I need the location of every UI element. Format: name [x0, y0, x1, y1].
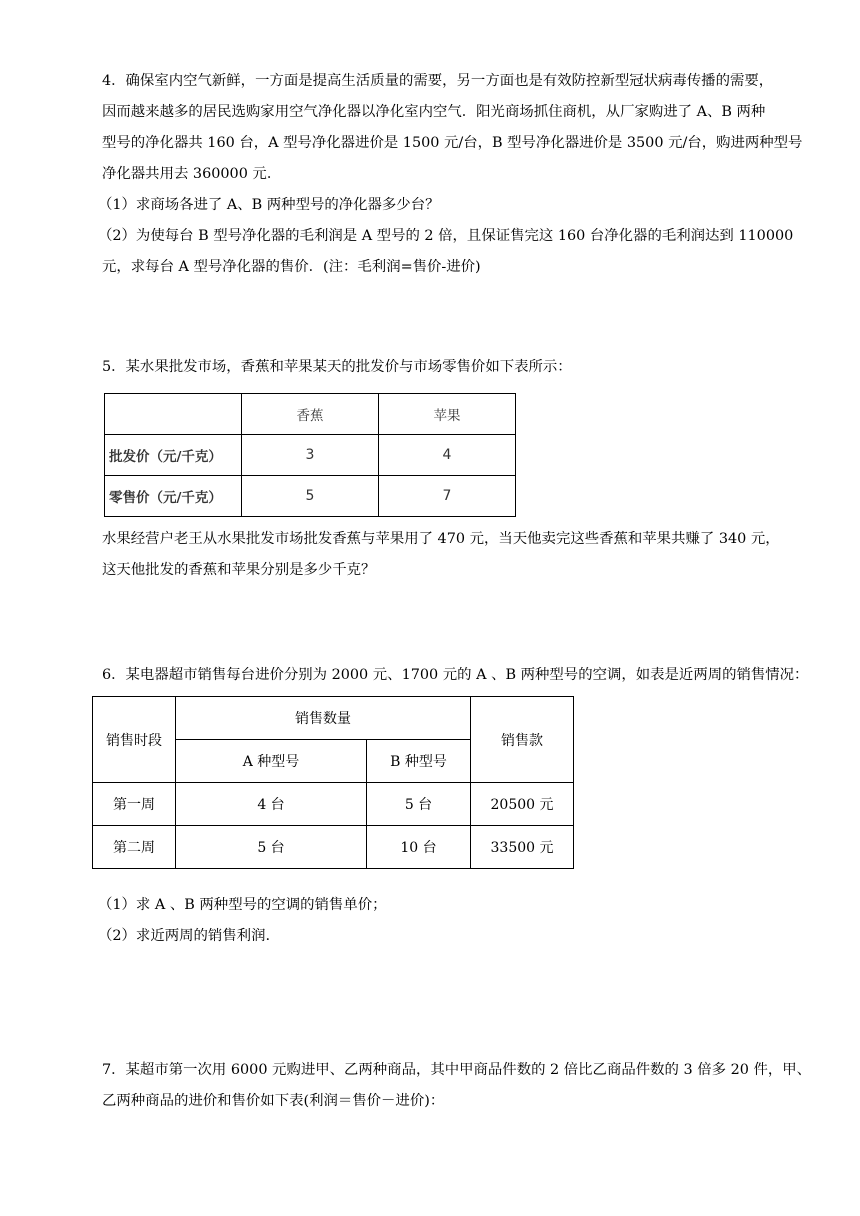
question-5-intro-text: 5．某水果批发市场，香蕉和苹果某天的批发价与市场零售价如下表所示： — [102, 359, 572, 375]
question-6-intro-text: 6．某电器超市销售每台进价分别为 2000 元、1700 元的 A 、B 两种型号的空调，如表是近两周的销售情况： — [102, 667, 809, 683]
ac-sales-table — [92, 696, 574, 869]
question-5-line: 这天他批发的香蕉和苹果分别是多少千克？ — [102, 562, 376, 578]
table-header-banana: 香蕉 — [242, 394, 379, 435]
table-cell: 7 — [379, 476, 516, 517]
question-4-line: 元，求每台 A 型号净化器的售价．(注：毛利润=售价-进价) — [102, 259, 481, 275]
table-cell: 20500 元 — [471, 783, 574, 826]
table-corner-cell — [105, 394, 242, 435]
question-5-body — [102, 524, 802, 586]
row-header-retail: 零售价（元/千克） — [105, 476, 242, 517]
question-4-line: 因而越来越多的居民选购家用空气净化器以净化室内空气．阳光商场抓住商机，从厂家购进了 A、B 两种 — [102, 104, 766, 120]
question-4-line: 4．确保室内空气新鲜，一方面是提高生活质量的需要，另一方面也是有效防控新型冠状病毒传播的需要， — [102, 73, 774, 89]
table-header-apple: 苹果 — [379, 394, 516, 435]
table-cell: 4 — [379, 435, 516, 476]
row-header-wholesale: 批发价（元/千克） — [105, 435, 242, 476]
question-7 — [102, 1055, 812, 1117]
question-4-part-2: （2）为使每台 B 型号净化器的毛利润是 A 型号的 2 倍，且保证售完这 160 台净化器的毛利润达到 110000 — [98, 228, 794, 244]
table-row — [93, 783, 574, 826]
question-6-part-1: （1）求 A 、B 两种型号的空调的销售单价； — [98, 897, 387, 913]
table-row — [105, 435, 516, 476]
table-row — [93, 697, 574, 740]
question-4 — [98, 66, 803, 283]
table-cell: 5 台 — [367, 783, 471, 826]
table-cell: 5 台 — [176, 826, 367, 869]
table-cell: 5 — [242, 476, 379, 517]
table-cell: 第一周 — [93, 783, 176, 826]
question-6-intro — [102, 660, 809, 691]
table-header-type-b: B 种型号 — [367, 740, 471, 783]
table-cell: 33500 元 — [471, 826, 574, 869]
table-cell: 10 台 — [367, 826, 471, 869]
question-7-line: 乙两种商品的进价和售价如下表(利润＝售价－进价)： — [102, 1093, 445, 1109]
question-5-intro — [102, 352, 802, 383]
question-6-part-2: （2）求近两周的销售利润. — [98, 928, 271, 944]
question-7-line: 7．某超市第一次用 6000 元购进甲、乙两种商品，其中甲商品件数的 2 倍比乙商品件数的 3 倍多 20 件，甲、 — [102, 1062, 812, 1078]
table-cell: 第二周 — [93, 826, 176, 869]
question-4-line: 型号的净化器共 160 台，A 型号净化器进价是 1500 元/台，B 型号净化器进价是 3500 元/台，购进两种型号 — [102, 135, 803, 151]
table-row — [105, 394, 516, 435]
question-4-line: 净化器共用去 360000 元． — [102, 166, 282, 182]
question-5-line: 水果经营户老王从水果批发市场批发香蕉与苹果用了 470 元，当天他卖完这些香蕉和苹果共赚了 340 元， — [102, 531, 780, 547]
table-cell: 4 台 — [176, 783, 367, 826]
table-cell: 3 — [242, 435, 379, 476]
table-header-type-a: A 种型号 — [176, 740, 367, 783]
table-row — [93, 826, 574, 869]
table-header-quantity: 销售数量 — [176, 697, 471, 740]
table-row — [105, 476, 516, 517]
question-6-parts — [98, 890, 802, 952]
fruit-price-table — [104, 393, 516, 517]
question-4-part-1: （1）求商场各进了 A、B 两种型号的净化器多少台？ — [98, 197, 440, 213]
table-header-revenue: 销售款 — [471, 697, 574, 783]
table-header-period: 销售时段 — [93, 697, 176, 783]
